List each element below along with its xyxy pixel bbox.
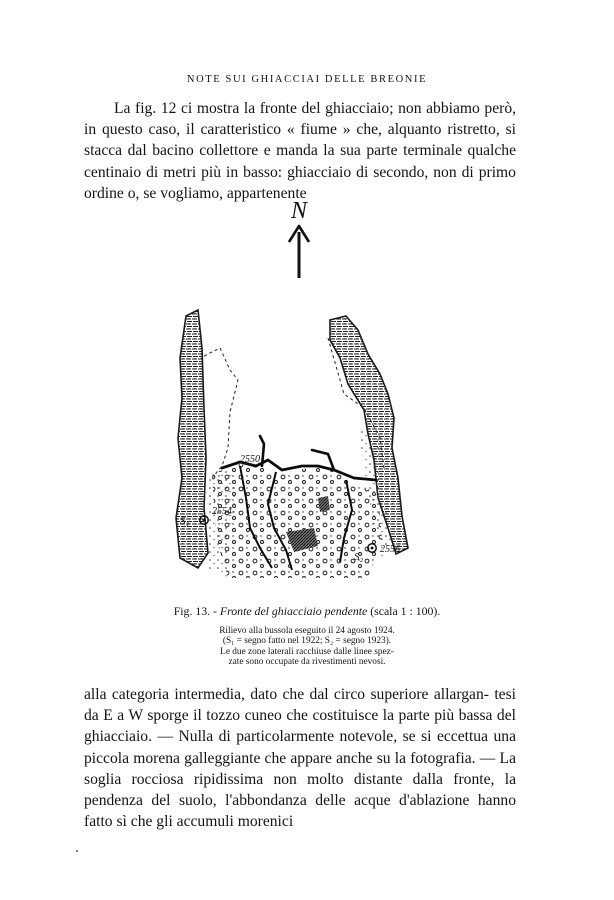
station-left-symbol: S₁	[180, 515, 190, 527]
north-arrow	[289, 198, 309, 278]
snow-zone-left-outline	[204, 348, 238, 478]
figure-notes	[0, 626, 614, 668]
text-line: però, in questo caso, il caratteristico « fiume » che, alquanto	[84, 100, 517, 139]
text-line: terminale qualche centinaio di metri più in basso: ghiacciaio	[84, 142, 517, 181]
paragraph-1	[84, 98, 516, 204]
caption-scale: (scala 1 : 100).	[370, 604, 441, 618]
dark-patch-right	[318, 496, 330, 512]
left-rock-wall	[176, 310, 208, 568]
text-line: alla categoria intermedia, dato che dal circo superiore allargan-	[84, 686, 489, 703]
stray-mark	[76, 850, 78, 852]
figure-caption	[0, 604, 614, 619]
text-line: si eccettua una piccola morena galleggiante che appare anche	[84, 728, 517, 767]
text-line: su la fotografia. — La soglia rocciosa ripidissima non molto	[84, 749, 516, 788]
figure-note-line: Le due zone laterali racchiuse dalle linee spez-	[220, 646, 394, 657]
elevation-label-2550: 2550	[240, 454, 260, 465]
figure-note-line: Rilievo alla bussola eseguito il 24 agosto 1924.	[219, 626, 395, 636]
text-line: La fig. 12 ci mostra la fronte del ghiacciaio; non abbiamo	[114, 100, 480, 117]
figure-note-line: zate sono occupate da rivestimenti nevosi.	[228, 657, 386, 668]
station-left-center-dot	[203, 519, 206, 522]
station-right-center-dot	[371, 547, 374, 550]
paragraph-2	[84, 684, 516, 832]
station-right-symbol: S₂	[354, 551, 364, 563]
text-line: acque d'ablazione hanno fatto sì che gli accumuli morenici	[84, 792, 516, 831]
caption-prefix: Fig. 13. -	[173, 604, 220, 618]
text-line: di secondo, non di primo ordine o, se vogliamo, appartenente	[84, 163, 516, 202]
ridge-line-center	[260, 436, 264, 466]
text-line: tesi da E a W sporge il tozzo cuneo che costituisce la parte più	[84, 686, 516, 725]
glacier-map-figure	[168, 198, 438, 598]
text-line: ristretto, si stacca dal bacino collettore e manda la sua parte	[84, 121, 516, 160]
caption-title: Fronte del ghiacciaio pendente	[219, 604, 368, 618]
text-line: bassa del ghiacciaio. — Nulla di particolarmente notevole, se	[84, 707, 516, 746]
station-right-elevation: 2556	[380, 544, 400, 555]
figure-note-line: (S₁ = segno fatto nel 1922; S₂ = segno 1923).	[222, 636, 392, 647]
station-left-elevation: 2554	[212, 506, 232, 517]
running-head: NOTE SUI GHIACCIAI DELLE BREONIE	[186, 74, 428, 85]
text-line: distante dalla fronte, la pendenza del suolo, l'abbondanza delle	[84, 770, 516, 810]
north-label: N	[290, 198, 308, 224]
